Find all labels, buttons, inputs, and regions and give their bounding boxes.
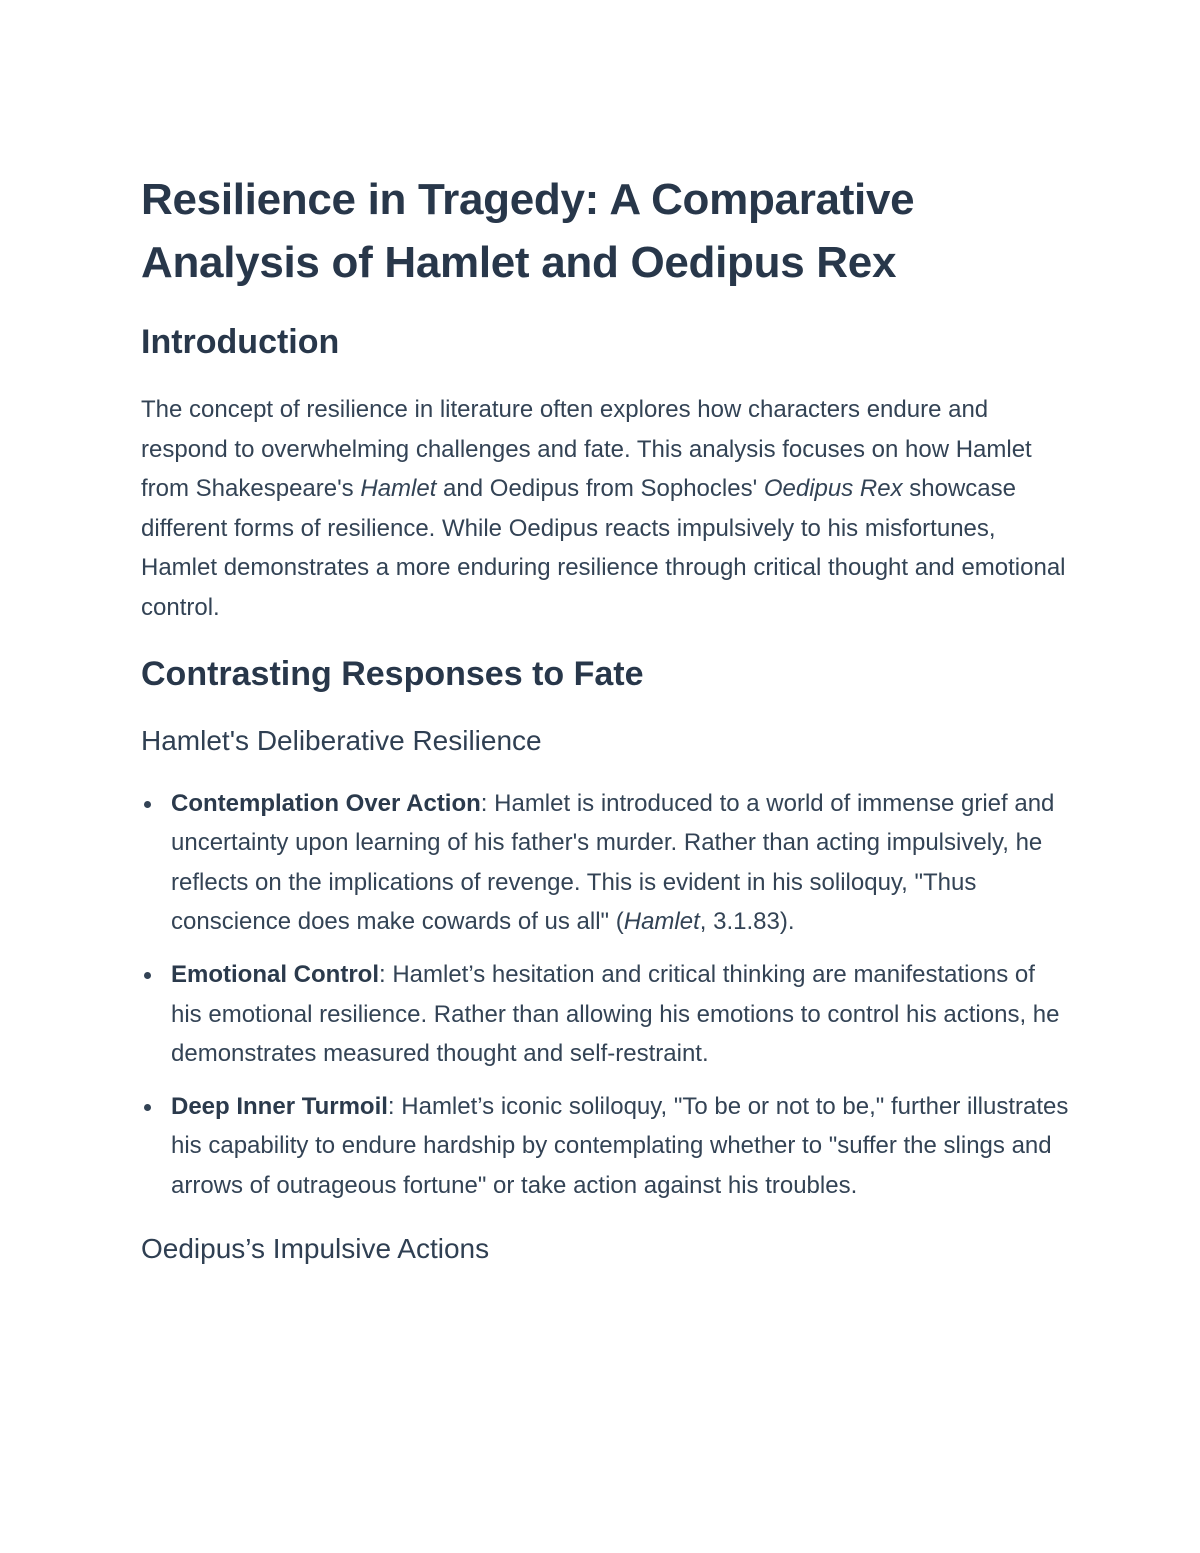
introduction-paragraph — [141, 390, 1071, 628]
hamlet-subheading: Hamlet's Deliberative Resilience — [141, 724, 542, 756]
list-item — [141, 955, 1071, 1074]
document-title: Resilience in Tragedy: A Comparative Analysis of Hamlet and Oedipus Rex — [141, 175, 915, 287]
introduction-heading: Introduction — [141, 323, 340, 361]
point-emphasis: Hamlet — [623, 908, 700, 936]
intro-emphasis-hamlet: Hamlet — [360, 475, 437, 503]
point-text: : Hamlet’s hesitation and critical thinking are manifestations of his emotional resilience. Rather than allowing his emotions to control his actions, he demonstrates measured thought and self-restraint. — [171, 960, 1060, 1068]
document-page — [141, 168, 1071, 1268]
intro-emphasis-oedipus-rex: Oedipus Rex — [763, 475, 903, 503]
intro-text-2: and Oedipus from Sophocles' — [436, 475, 764, 503]
point-term: Contemplation Over Action — [171, 789, 481, 817]
point-term: Emotional Control — [171, 960, 379, 988]
hamlet-points-list — [141, 784, 1071, 1206]
intro-text-3: showcase different forms of resilience. While Oedipus reacts impulsively to his misfortunes, Hamlet demonstrates a more enduring resilience through critical thought and emotional control. — [141, 475, 1066, 621]
intro-text-1: The concept of resilience in literature often explores how characters endure and respond to overwhelming challenges and fate. This analysis focuses on how Hamlet from Shakespeare's — [141, 396, 1032, 503]
contrasting-heading: Contrasting Responses to Fate — [141, 654, 644, 693]
point-tail: , 3.1.83). — [699, 908, 795, 936]
point-text: : Hamlet is introduced to a world of immense grief and uncertainty upon learning of his father's murder. Rather than acting impulsively, he reflects on the implications of revenge. This is evident in his soliloquy, "Thus conscience does make cowards of us all" ( — [171, 789, 1055, 936]
oedipus-subheading: Oedipus’s Impulsive Actions — [141, 1232, 490, 1264]
point-term: Deep Inner Turmoil — [171, 1092, 388, 1120]
list-item — [141, 784, 1071, 942]
point-text: : Hamlet’s iconic soliloquy, "To be or not to be," further illustrates his capability to endure hardship by contemplating whether to "suffer the slings and arrows of outrageous fortune" or take action against his troubles. — [171, 1092, 1069, 1199]
list-item — [141, 1087, 1071, 1206]
